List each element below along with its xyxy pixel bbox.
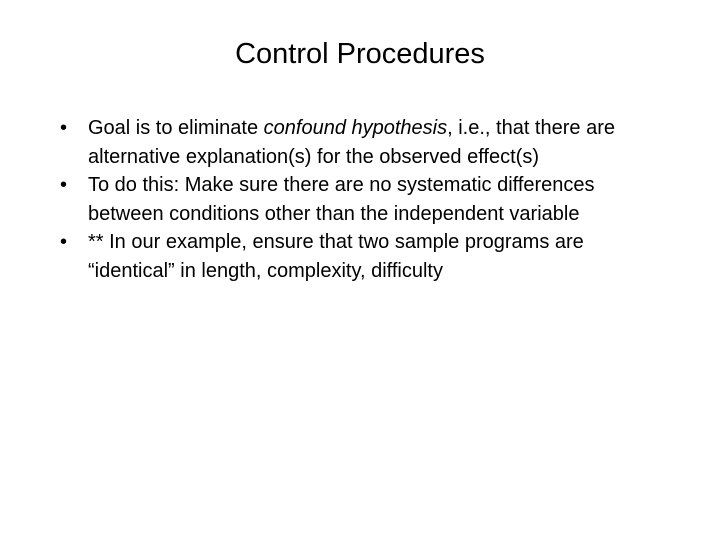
emphasized-term: confound hypothesis xyxy=(263,117,448,139)
bullet-dot-icon: • xyxy=(60,174,68,196)
bullet-dot-icon: • xyxy=(60,231,68,253)
bullet-dot-icon: • xyxy=(60,117,68,139)
bullet-text-tail: , i.e., that there are alternative explanation(s) for the observed effect(s) xyxy=(88,117,615,168)
bullet-item xyxy=(60,114,660,171)
slide-title: Control Procedures xyxy=(235,38,485,70)
bullet-item xyxy=(60,228,660,285)
bullet-item xyxy=(60,171,660,228)
bullet-text-lead: Goal is to eliminate xyxy=(88,117,264,139)
bullet-text: To do this: Make sure there are no systematic differences between conditions other than the independent variable xyxy=(88,174,595,225)
bullet-list xyxy=(60,114,660,285)
bullet-text: ** In our example, ensure that two sample programs are “identical” in length, complexity, difficulty xyxy=(88,231,584,282)
